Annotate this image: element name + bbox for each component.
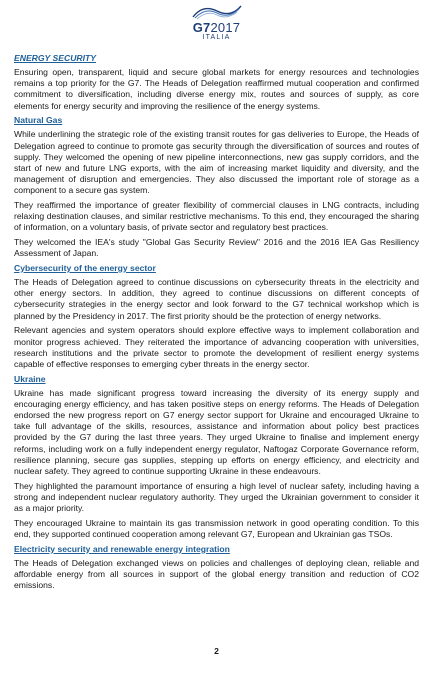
paragraph: Ukraine has made significant progress toward increasing the diversity of its energy supply and encouraging energy efficiency, and has taken positive steps on energy reforms. The Heads of Delegation endorsed the new progress report on G7 energy sector support for Ukraine and encouraged Ukraine to take full advantage of the skills, resources, assistance and information about policy best practices provided by the G7 during the last three years. They urged Ukraine to finalise and implement energy reforms, including work on a fully independent energy regulator, Naftogaz Corporate Governance reform, resilience planning, secure gas supplies, stepping up efforts on energy efficiency, and electricity and nuclear safety. They agreed to continue supporting Ukraine in these endeavours. bbox=[14, 387, 419, 477]
paragraph: They welcomed the IEA's study "Global Gas Security Review" 2016 and the 2016 IEA Gas Resiliency Assessment of Japan. bbox=[14, 237, 419, 259]
logo-title bbox=[193, 21, 240, 34]
section-heading-cybersecurity: Cybersecurity of the energy sector bbox=[14, 263, 156, 274]
page-number: 2 bbox=[214, 646, 219, 656]
g7-wave-logo-icon bbox=[189, 2, 245, 20]
paragraph: Relevant agencies and system operators should explore effective ways to implement collaboration and monitor progress achieved. They reiterated the importance of advancing cooperation with universities, research institutions and the private sector to promote the development of resilient energy systems capable of effective responses to emerging cyber threats in the energy sector. bbox=[14, 325, 419, 369]
paragraph: While underlining the strategic role of the existing transit routes for gas deliveries to Europe, the Heads of Delegation agreed to continue to promote gas security through the diversification of sources and routes of supply. They welcomed the opening of new pipeline interconnections, new gas supply corridors, and the start of new and future LNG exports, with the aim of increasing market liquidity and diversity, and the management of disruption and emergencies. They also discussed the important role of storage as a component to a secure gas system. bbox=[14, 129, 419, 196]
section-heading-energy-security: ENERGY SECURITY bbox=[14, 53, 96, 63]
paragraph: They highlighted the paramount importance of ensuring a high level of nuclear safety, including having a strong and independent nuclear regulatory authority. They urged the Ukrainian government to consider it as a major priority. bbox=[14, 480, 419, 514]
section-heading-electricity-security: Electricity security and renewable energy integration bbox=[14, 543, 230, 554]
paragraph: They encouraged Ukraine to maintain its gas transmission network in good operating condition. To this end, they supported continued cooperation among relevant G7, European and Ukrainian gas TSOs. bbox=[14, 517, 419, 540]
section-heading-ukraine: Ukraine bbox=[14, 373, 46, 384]
paragraph: The Heads of Delegation exchanged views on policies and challenges of deploying clean, reliable and affordable energy from all sources in support of the global energy transition and reduction of CO2 emissions. bbox=[14, 557, 419, 591]
paragraph: The Heads of Delegation agreed to continue discussions on cybersecurity threats in the electricity and other energy sectors. In addition, they agreed to continue discussions on different concepts of cybersecurity strategies in the energy sector and look forward to the G7 technical workshop which is planned by the Presidency in 2017. The first priority should be the protection of energy networks. bbox=[14, 277, 419, 321]
paragraph: Ensuring open, transparent, liquid and secure global markets for energy resources and technologies remains a top priority for the G7. The Heads of Delegation reaffirmed mutual cooperation and confirmed commitment to diversification, including diverse energy mix, routes and sources of supply, as core elements for energy security and improving the resilience of the energy systems. bbox=[14, 67, 419, 111]
section-heading-natural-gas: Natural Gas bbox=[14, 115, 63, 126]
logo-country: ITALIA bbox=[202, 34, 231, 41]
logo-main: G7 bbox=[192, 20, 211, 35]
g7-logo-header bbox=[0, 2, 433, 50]
paragraph: They reaffirmed the importance of greater flexibility of commercial clauses in LNG contracts, including relaxing destination clauses, and similar restrictive mechanisms. To this end, they encouraged the sharing of information, on a voluntary basis, of private sector and regulatory best practices. bbox=[14, 200, 419, 233]
logo-year: 2017 bbox=[210, 20, 241, 35]
document-body bbox=[14, 50, 419, 595]
